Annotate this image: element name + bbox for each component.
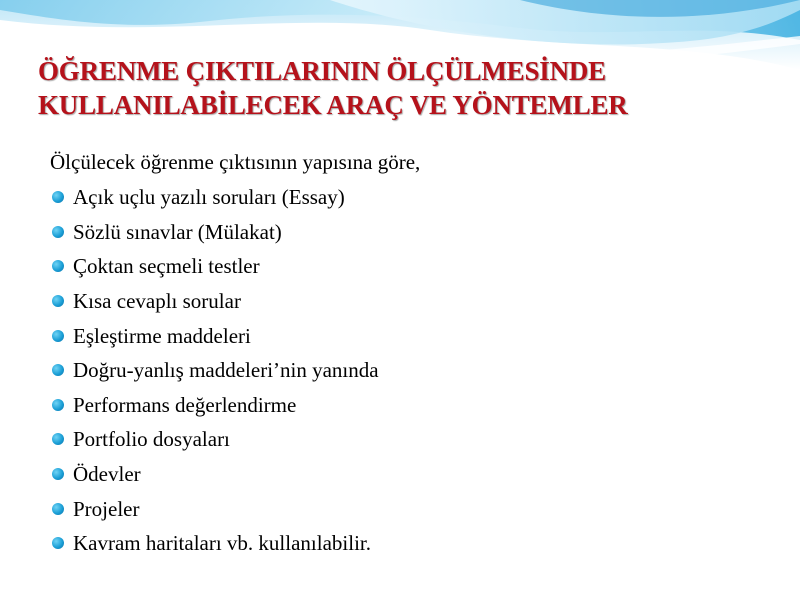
bullet-icon (52, 260, 64, 272)
bullet-icon (52, 399, 64, 411)
bullet-icon (52, 191, 64, 203)
slide-title-line-1: ÖĞRENME ÇIKTILARININ ÖLÇÜLMESİNDE (38, 56, 606, 86)
bullet-item-true-false (52, 353, 379, 388)
bullet-item-oral-exams (52, 215, 379, 250)
bullet-text: Açık uçlu yazılı soruları (Essay) (73, 185, 345, 210)
bullet-item-portfolio (52, 422, 379, 457)
bullet-item-performance (52, 388, 379, 423)
bullet-icon (52, 503, 64, 515)
slide-title (38, 54, 778, 122)
bullet-icon (52, 364, 64, 376)
intro-text: Ölçülecek öğrenme çıktısının yapısına göre, (50, 150, 421, 174)
bullet-item-short-answer (52, 284, 379, 319)
bullet-list (52, 180, 379, 561)
bullet-text: Doğru-yanlış maddeleri’nin yanında (73, 358, 379, 383)
bullet-text: Portfolio dosyaları (73, 427, 230, 452)
bullet-text: Ödevler (73, 462, 141, 487)
bullet-item-projects (52, 491, 379, 526)
bullet-text: Sözlü sınavlar (Mülakat) (73, 219, 282, 244)
bullet-icon (52, 537, 64, 549)
bullet-icon (52, 226, 64, 238)
bullet-item-homework (52, 457, 379, 492)
bullet-item-multiple-choice (52, 249, 379, 284)
bullet-item-essay (52, 180, 379, 215)
bullet-text: Kavram haritaları vb. kullanılabilir. (73, 531, 371, 556)
bullet-icon (52, 330, 64, 342)
bullet-item-concept-maps (52, 526, 379, 561)
bullet-text: Performans değerlendirme (73, 392, 297, 417)
bullet-text: Kısa cevaplı sorular (73, 289, 241, 314)
bullet-icon (52, 433, 64, 445)
bullet-icon (52, 468, 64, 480)
bullet-item-matching (52, 318, 379, 353)
bullet-text: Projeler (73, 496, 140, 521)
slide-title-line-2: KULLANILABİLECEK ARAÇ VE YÖNTEMLER (38, 90, 628, 120)
bullet-text: Eşleştirme maddeleri (73, 323, 251, 348)
bullet-icon (52, 295, 64, 307)
bullet-text: Çoktan seçmeli testler (73, 254, 260, 279)
